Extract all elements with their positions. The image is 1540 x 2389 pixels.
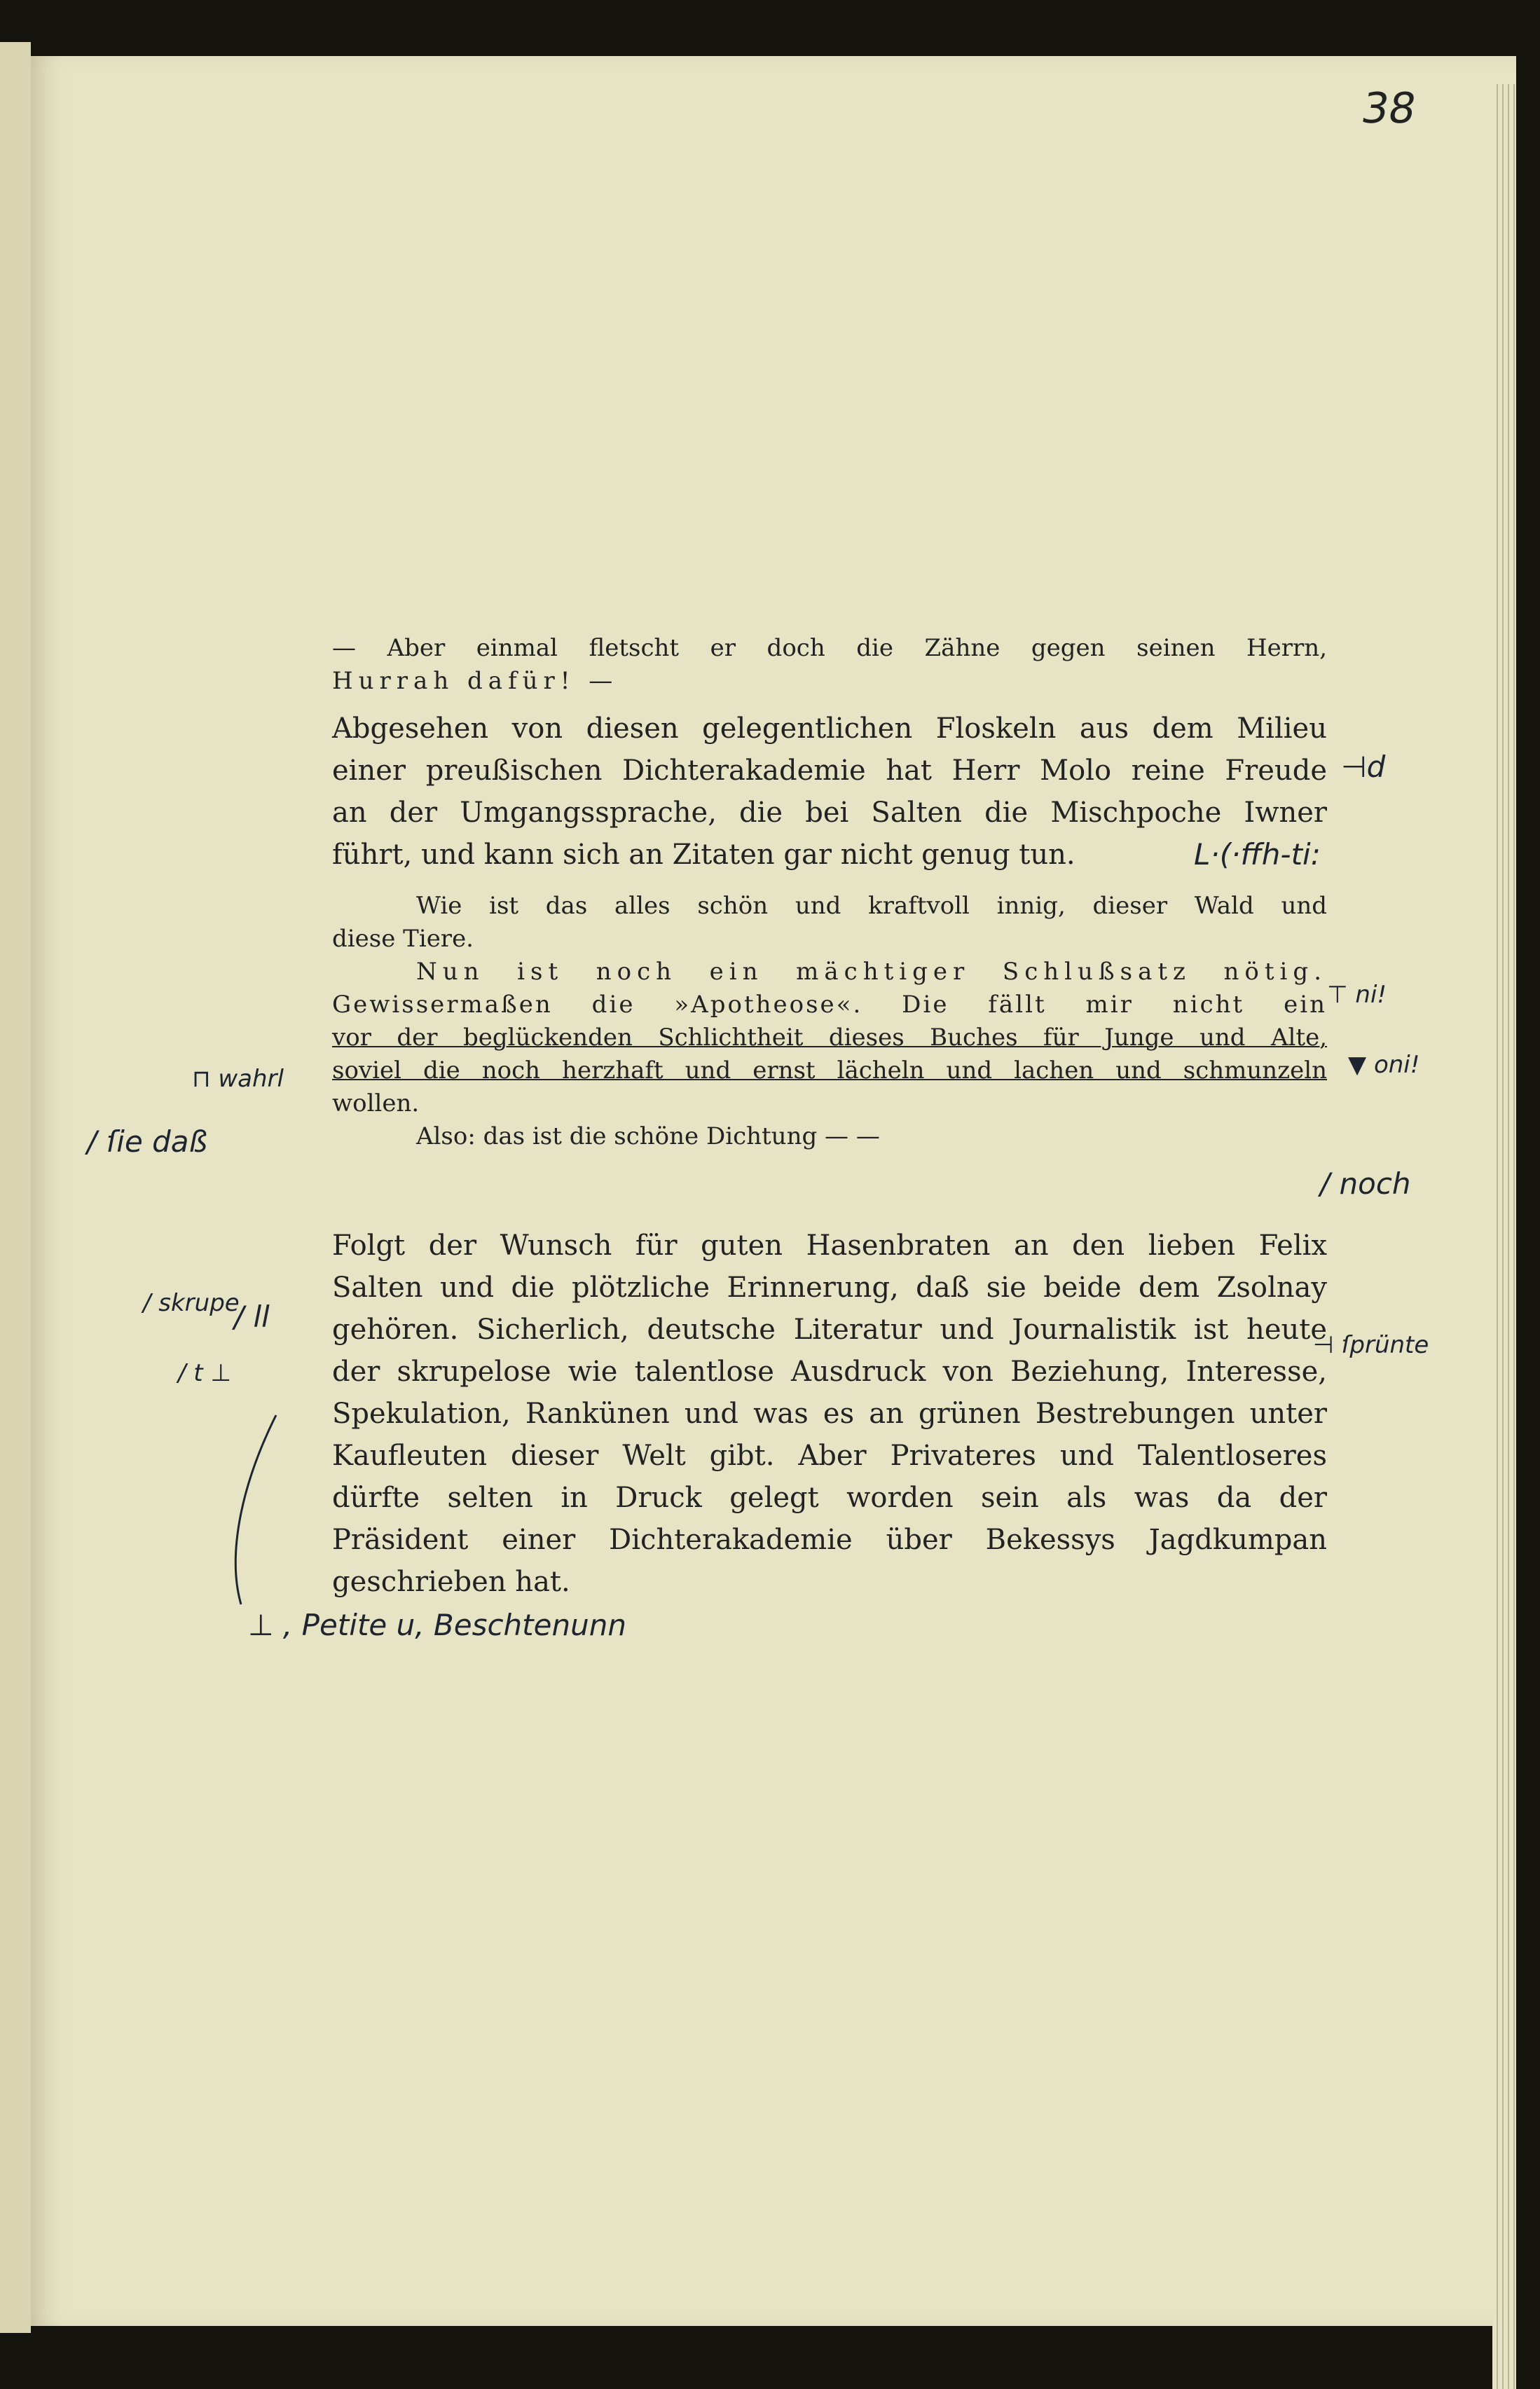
text-line: — Aber einmal fletscht er doch die Zähne gegen seinen Herrn, <box>332 634 1327 662</box>
text-line: führt, und kann sich an Zitaten gar nicht genug tun. <box>332 839 1075 871</box>
text-line: Nun ist noch ein mächtiger Schlußsatz nötig. <box>416 958 1327 986</box>
text-line: an der Umgangssprache, die bei Salten die Mischpoche Iwner <box>332 797 1327 829</box>
quotation-block <box>332 890 1327 1153</box>
margin-note: ⊤ ni! <box>1327 981 1387 1009</box>
text-line: der skrupelose wie talentlose Ausdruck von Beziehung, Interesse, <box>332 1356 1327 1388</box>
margin-note: / skrupe <box>143 1289 240 1317</box>
paragraph-folgt <box>332 1225 1327 1603</box>
text-line: dürfte selten in Druck gelegt worden sein als was da der <box>332 1482 1327 1514</box>
text-line: einer preußischen Dichterakademie hat Herr Molo reine Freude <box>332 755 1327 787</box>
margin-note: ⊣d <box>1341 750 1386 784</box>
margin-note: / ſie daß <box>87 1124 207 1159</box>
text-line: Kaufleuten dieser Welt gibt. Aber Privateres und Talentloseres <box>332 1440 1327 1472</box>
page-stack-edge <box>1492 84 1516 2389</box>
text-line: gehören. Sicherlich, deutsche Literatur und Journalistik ist heute <box>332 1314 1327 1346</box>
pen-strokes <box>31 56 1516 2326</box>
left-page-edge <box>0 42 31 2333</box>
text-line: Folgt der Wunsch für guten Hasenbraten an den lieben Felix <box>332 1230 1327 1262</box>
margin-note: / noch <box>1320 1166 1411 1201</box>
text-line-underlined: vor der beglückenden Schlichtheit dieses Buches für Junge und Alte, <box>332 1024 1327 1052</box>
bracket-stroke <box>235 1415 276 1604</box>
text-line: Wie ist das alles schön und kraftvoll innig, dieser Wald und <box>416 892 1327 920</box>
text-line: Abgesehen von diesen gelegentlichen Floskeln aus dem Milieu <box>332 712 1327 745</box>
paragraph-intro <box>332 632 1327 698</box>
text-line: Spekulation, Rankünen und was es an grünen Bestrebungen unter <box>332 1398 1327 1430</box>
margin-note: ⊓ wahrl <box>192 1065 284 1093</box>
text-line: Gewissermaßen die »Apotheose«. Die fällt mir nicht ein <box>332 991 1327 1019</box>
text-line: Präsident einer Dichterakademie über Bekessys Jagdkumpan <box>332 1524 1327 1556</box>
text-line: geschrieben hat. <box>332 1566 570 1598</box>
text-line-underlined: soviel die noch herzhaft und ernst lächeln und lachen und schmunzeln <box>332 1056 1327 1085</box>
text-line: Salten und die plötzliche Erinnerung, daß sie beide dem Zsolnay <box>332 1272 1327 1304</box>
margin-note: / t ⊥ <box>178 1359 232 1387</box>
bottom-note: ⊥ , Petite u, Beschtenunn <box>248 1608 626 1642</box>
text-line: wollen. <box>332 1089 420 1117</box>
margin-note: / ll <box>234 1300 270 1334</box>
text-line: diese Tiere. <box>332 925 474 953</box>
page-number: 38 <box>1357 84 1420 133</box>
document-page <box>31 56 1516 2326</box>
text-line: Hurrah dafür! — <box>332 667 619 695</box>
paragraph-abgesehen <box>332 708 1327 876</box>
text-line: Also: das ist die schöne Dichtung — — <box>416 1122 880 1150</box>
margin-note: L·(·ffh-ti: <box>1194 837 1321 872</box>
margin-note: ▼ oni! <box>1348 1051 1420 1079</box>
margin-note: ⊣ ſprünte <box>1313 1331 1429 1359</box>
